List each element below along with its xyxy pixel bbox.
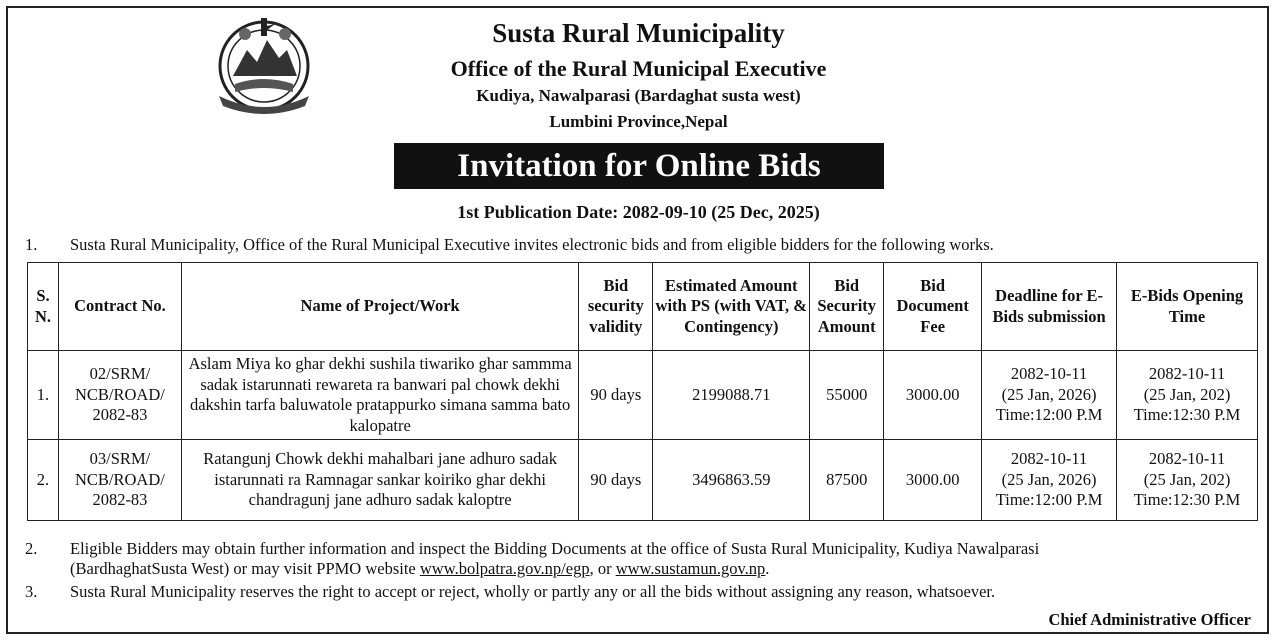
deadline-date: 2082-10-11 [1010, 449, 1088, 469]
clause-2-prefix: (BardhaghatSusta West) or may visit PPMO website [70, 559, 416, 578]
clause-1-number: 1. [25, 235, 38, 254]
table-header-row [28, 263, 1258, 351]
opening-time [1117, 440, 1258, 521]
deadline-ad-date: (25 Jan, 2026) [1001, 384, 1097, 404]
deadline-ad-date: (25 Jan, 2026) [1001, 469, 1097, 489]
bids-table [27, 262, 1258, 521]
deadline-date: 2082-10-11 [1010, 364, 1088, 384]
municipality-name: Susta Rural Municipality [492, 18, 785, 48]
opening-time-value: Time:12:30 P.M [1133, 490, 1241, 510]
column-header: Bid Document Fee [884, 263, 982, 351]
security-amount: 55000 [810, 351, 884, 440]
clause-2-line-2 [70, 559, 1265, 579]
table-row [28, 440, 1258, 521]
document-fee: 3000.00 [884, 440, 982, 521]
clause-2-text [70, 539, 1265, 579]
bid-validity: 90 days [579, 351, 653, 440]
submission-deadline [982, 440, 1117, 521]
publication-date: 1st Publication Date: 2082-09-10 (25 Dec, 2025) [457, 202, 820, 222]
clause-1-text: Susta Rural Municipality, Office of the Rural Municipal Executive invites electronic bids and from eligible bidders for the following works. [70, 235, 994, 254]
opening-date: 2082-10-11 [1148, 364, 1226, 384]
office-name: Office of the Rural Municipal Executive [450, 56, 827, 81]
contract-number: 03/SRM/ NCB/ROAD/ 2082-83 [58, 440, 181, 521]
security-amount: 87500 [810, 440, 884, 521]
deadline-time: Time:12:00 P.M [995, 490, 1103, 510]
opening-time [1117, 351, 1258, 440]
clause-2-line-1: Eligible Bidders may obtain further information and inspect the Bidding Documents at the office of Susta Rural Municipality, Kudiya Nawalparasi [70, 539, 1040, 558]
column-header: Contract No. [58, 263, 181, 351]
table-row [28, 351, 1258, 440]
opening-time-value: Time:12:30 P.M [1133, 405, 1241, 425]
project-name: Ratangunj Chowk dekhi mahalbari jane adhuro sadak istarunnati ra Ramnagar sankar koiriko ghar dekhi chandragunj jane adhuro sadak kaloptre [181, 440, 578, 521]
opening-ad-date: (25 Jan, 202) [1143, 384, 1231, 404]
clause-2-separator: , or [589, 559, 612, 578]
province-name: Lumbini Province,Nepal [549, 112, 728, 131]
clause-3-number: 3. [25, 582, 38, 601]
column-header: Deadline for E-Bids submission [982, 263, 1117, 351]
sustamun-link[interactable]: www.sustamun.gov.np [615, 559, 766, 578]
submission-deadline [982, 351, 1117, 440]
contract-number: 02/SRM/ NCB/ROAD/ 2082-83 [58, 351, 181, 440]
column-header: S. N. [28, 263, 59, 351]
column-header: Estimated Amount with PS (with VAT, & Contingency) [653, 263, 810, 351]
document-fee: 3000.00 [884, 351, 982, 440]
serial-number: 1. [28, 351, 59, 440]
clause-3-text: Susta Rural Municipality reserves the right to accept or reject, wholly or partly any or all the bids without assigning any reason, whatsoever. [70, 582, 996, 601]
opening-ad-date: (25 Jan, 202) [1143, 469, 1231, 489]
project-name: Aslam Miya ko ghar dekhi sushila tiwariko ghar sammma sadak istarunnati rewareta ra banwari pal chowk dekhi dakshin tarfa baluwatole pratappurko simana samma bato kalopatre [181, 351, 578, 440]
serial-number: 2. [28, 440, 59, 521]
clause-2-suffix: . [765, 559, 770, 578]
opening-date: 2082-10-11 [1148, 449, 1226, 469]
estimated-amount: 3496863.59 [653, 440, 810, 521]
bolpatra-link[interactable]: www.bolpatra.gov.np/egp [419, 559, 590, 578]
notice-title-banner: Invitation for Online Bids [394, 143, 884, 189]
office-address: Kudiya, Nawalparasi (Bardaghat susta west) [476, 86, 801, 105]
signature-title: Chief Administrative Officer [1048, 610, 1251, 629]
column-header: Bid security validity [579, 263, 653, 351]
clause-2-number: 2. [25, 539, 38, 558]
bid-validity: 90 days [579, 440, 653, 521]
estimated-amount: 2199088.71 [653, 351, 810, 440]
column-header: Name of Project/Work [181, 263, 578, 351]
deadline-time: Time:12:00 P.M [995, 405, 1103, 425]
column-header: Bid Security Amount [810, 263, 884, 351]
column-header: E-Bids Opening Time [1117, 263, 1258, 351]
